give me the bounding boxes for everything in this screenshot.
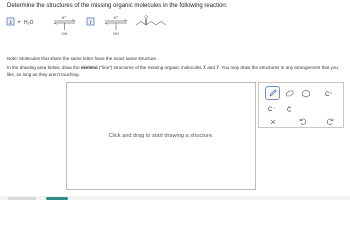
- arrow2-label: H⁺: [113, 16, 119, 20]
- clear-icon: [269, 118, 277, 126]
- redo-button[interactable]: [324, 116, 336, 127]
- reaction-scheme: [0, 14, 350, 48]
- note-text: Note: Molecules that share the same letter have the exact same structure.: [7, 56, 158, 61]
- carbanion-icon: [266, 104, 278, 113]
- svg-text:C⁻: C⁻: [268, 106, 276, 113]
- lone-pair-tool-button[interactable]: [283, 103, 297, 113]
- instructions: [7, 65, 343, 79]
- eraser-tool-button[interactable]: [284, 88, 296, 98]
- carbocation-tool-button[interactable]: [322, 88, 336, 98]
- question-prompt: Determine the structures of the missing organic molecules in the following reaction:: [7, 3, 228, 9]
- carbocation-icon: [323, 89, 335, 98]
- svg-text:C⁺: C⁺: [325, 91, 333, 98]
- instructions-and: and: [207, 65, 215, 70]
- pencil-icon: [268, 88, 278, 98]
- template-icon: [301, 89, 311, 98]
- answer-box-x-label: X: [8, 21, 13, 26]
- eraser-icon: [285, 89, 295, 97]
- redo-icon: [326, 117, 335, 126]
- instructions-part1: In the drawing area below, draw the: [7, 65, 80, 70]
- plus-sign: +: [17, 20, 21, 26]
- footer-button-accent[interactable]: [46, 197, 68, 200]
- footer-button-left[interactable]: [8, 197, 36, 200]
- undo-icon: [298, 117, 307, 126]
- drawing-canvas[interactable]: [66, 82, 256, 190]
- arrow1-label: H⁺: [61, 16, 67, 20]
- answer-box-y-label: Y: [89, 21, 92, 26]
- product-skeleton: [136, 22, 166, 26]
- instructions-skeletal: skeletal: [80, 65, 98, 70]
- pencil-tool-button[interactable]: [265, 86, 280, 100]
- clear-button[interactable]: [267, 116, 279, 127]
- carbanion-tool-button[interactable]: [265, 103, 279, 113]
- instructions-y: Y: [216, 66, 219, 71]
- lone-pair-icon: [284, 104, 296, 113]
- undo-button[interactable]: [296, 116, 308, 127]
- water-label: H₂O: [24, 20, 34, 26]
- drawing-toolbox: [258, 82, 344, 128]
- svg-text:C̈: C̈: [287, 107, 292, 113]
- instructions-x: X: [202, 66, 206, 71]
- template-tool-button[interactable]: [300, 88, 312, 98]
- product-oxygen-label: O: [144, 14, 148, 19]
- instructions-part3: . You may draw the structures in any arrangement that you like, so long as they aren't touching.: [7, 65, 338, 78]
- drawing-canvas-hint: Click and drag to start drawing a structure.: [108, 133, 214, 139]
- intermediate-oh-label-1: OH: [61, 32, 68, 36]
- intermediate-oh-label-2: OH: [113, 32, 119, 36]
- instructions-part2: (“line”) structures of the missing organic molecules: [98, 65, 202, 70]
